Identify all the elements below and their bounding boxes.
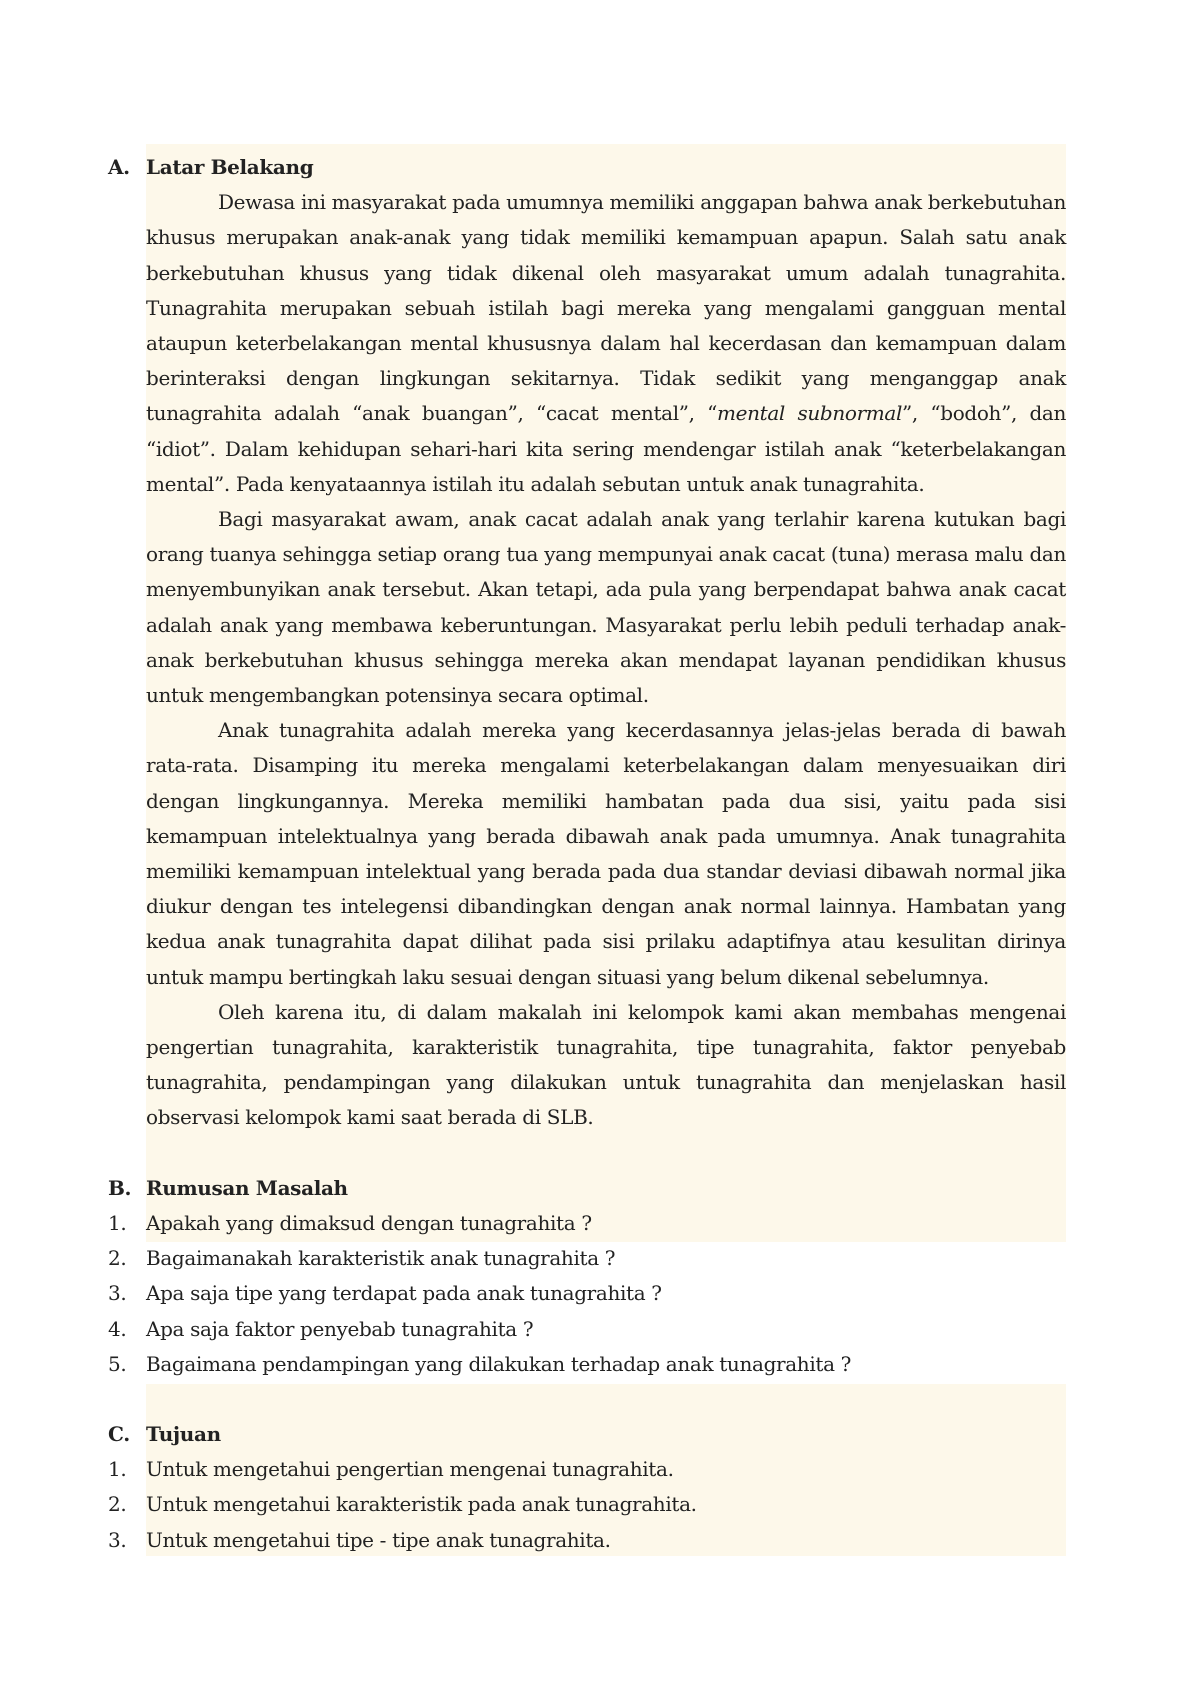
- paragraph: Oleh karena itu, di dalam makalah ini kelompok kami akan membahas mengenai pengertian tunagrahita, karakteristik tunagrahita, tipe tunagrahita, faktor penyebab tunagrahita, pendampingan yang dilakukan untuk tunagrahita dan menjelaskan hasil observasi kelompok kami saat berada di SLB.: [146, 999, 1066, 1130]
- paragraph: Dewasa ini masyarakat pada umumnya memiliki anggapan bahwa anak berkebutuhan khusus merupakan anak-anak yang tidak memiliki kemampuan apapun. Salah satu anak berkebutuhan khusus yang tidak dikenal oleh masyarakat umum adalah tunagrahita. Tunagrahita merupakan sebuah istilah bagi mereka yang mengalami gangguan mental ataupun keterbelakangan mental khususnya dalam hal kecerdasan dan kemampuan dalam berinteraksi dengan lingkungan sekitarnya. Tidak sedikit yang menganggap anak tunagrahita adalah “anak buangan”, “cacat mental”, “mental subnormal”, “bodoh”, dan “idiot”. Dalam kehidupan sehari-hari kita sering mendengar istilah anak “keterbelakangan mental”. Pada kenyataannya istilah itu adalah sebutan untuk anak tunagrahita.: [146, 190, 1067, 496]
- section-letter: C.: [108, 1421, 130, 1446]
- list-item: 1. Apakah yang dimaksud dengan tunagrahita ?: [108, 1210, 592, 1235]
- document-body: [108, 150, 1066, 1558]
- list-item: 4. Apa saja faktor penyebab tunagrahita ?: [108, 1316, 534, 1341]
- numbered-list: [108, 1206, 1066, 1382]
- section-title: Rumusan Masalah: [146, 1175, 348, 1200]
- list-item: 3. Apa saja tipe yang terdapat pada anak tunagrahita ?: [108, 1281, 662, 1306]
- section-title: Tujuan: [146, 1421, 221, 1446]
- list-item: 5. Bagaimana pendampingan yang dilakukan terhadap anak tunagrahita ?: [108, 1351, 852, 1376]
- list-item: 2. Untuk mengetahui karakteristik pada anak tunagrahita.: [108, 1492, 697, 1517]
- list-item: 1. Untuk mengetahui pengertian mengenai tunagrahita.: [108, 1457, 674, 1482]
- section-letter: A.: [108, 155, 130, 179]
- numbered-list: [108, 1452, 1066, 1558]
- paragraph: Bagi masyarakat awam, anak cacat adalah anak yang terlahir karena kutukan bagi orang tuanya sehingga setiap orang tua yang mempunyai anak cacat (tuna) merasa malu dan menyembunyikan anak tersebut. Akan tetapi, ada pula yang berpendapat bahwa anak cacat adalah anak yang membawa keberuntungan. Masyarakat perlu lebih peduli terhadap anak-anak berkebutuhan khusus sehingga mereka akan mendapat layanan pendidikan khusus untuk mengembangkan potensinya secara optimal.: [146, 507, 1066, 708]
- spacer: [108, 1136, 1066, 1171]
- section-letter: B.: [108, 1175, 132, 1200]
- section-heading-latar-belakang: [108, 150, 1066, 185]
- section-heading-tujuan: [108, 1417, 1066, 1452]
- list-item: 2. Bagaimanakah karakteristik anak tunagrahita ?: [108, 1246, 616, 1271]
- list-item: 3. Untuk mengetahui tipe - tipe anak tunagrahita.: [108, 1527, 611, 1552]
- paragraph: Anak tunagrahita adalah mereka yang kecerdasannya jelas-jelas berada di bawah rata-rata. Disamping itu mereka mengalami keterbelakangan dalam menyesuaikan diri dengan lingkungannya. Mereka memiliki hambatan pada dua sisi, yaitu pada sisi kemampuan intelektualnya yang berada dibawah anak pada umumnya. Anak tunagrahita memiliki kemampuan intelektual yang berada pada dua standar deviasi dibawah normal jika diukur dengan tes intelegensi dibandingkan dengan anak normal lainnya. Hambatan yang kedua anak tunagrahita dapat dilihat pada sisi prilaku adaptifnya atau kesulitan dirinya untuk mampu bertingkah laku sesuai dengan situasi yang belum dikenal sebelumnya.: [146, 718, 1066, 989]
- italic-term: mental subnormal: [717, 401, 903, 426]
- section-title: Latar Belakang: [146, 155, 314, 179]
- spacer: [108, 1382, 1066, 1417]
- section-heading-rumusan-masalah: [108, 1171, 1066, 1206]
